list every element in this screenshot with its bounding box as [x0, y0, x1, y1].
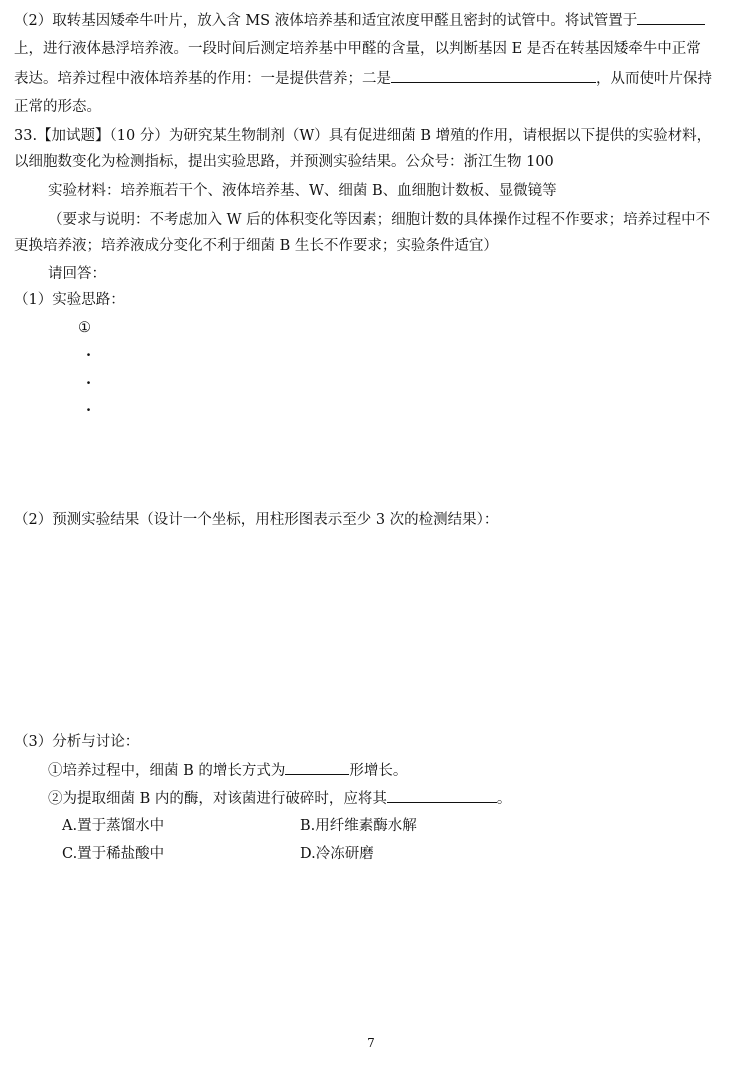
- p2-line-3-text: 表达。培养过程中液体培养基的作用：一是提供营养；二是: [14, 71, 391, 87]
- subquestion-1-label: （1）实验思路：: [14, 292, 125, 308]
- option-b[interactable]: B.用纤维素酶水解: [300, 818, 417, 834]
- requirements-line-2: 更换培养液；培养液成分变化不利于细菌 B 生长不作要求；实验条件适宜）: [14, 238, 498, 254]
- discussion-2-tail: 。: [496, 791, 512, 807]
- answer-prompt: 请回答：: [48, 266, 106, 282]
- p2-line-4: 正常的形态。: [14, 99, 101, 115]
- p2-line-1: [14, 10, 705, 31]
- option-a[interactable]: A.置于蒸馏水中: [62, 818, 165, 834]
- subquestion-3-label: （3）分析与讨论：: [14, 734, 140, 750]
- subquestion-2-label: （2）预测实验结果（设计一个坐标，用柱形图表示至少 3 次的检测结果）：: [14, 512, 499, 528]
- step-dot: ·: [86, 347, 92, 364]
- discussion-1: [48, 760, 407, 781]
- materials-line: 实验材料：培养瓶若干个、液体培养基、W、细菌 B、血细胞计数板、显微镜等: [48, 183, 557, 199]
- discussion-1-text: 培养过程中，细菌 B 的增长方式为: [62, 763, 286, 779]
- q33-line-1: 33.【加试题】（10 分）为研究某生物制剂（W）具有促进细菌 B 增殖的作用，请根据以下提供的实验材料，: [14, 128, 712, 144]
- step-dot: ·: [86, 402, 92, 419]
- p2-line-2: 上，进行液体悬浮培养液。一段时间后测定培养基中甲醛的含量，以判断基因 E 是否在转基因矮牵牛中正常: [14, 41, 701, 57]
- p2-line-3: [14, 68, 712, 89]
- discussion-1-tail: 形增长。: [349, 763, 408, 779]
- answer-blank[interactable]: [387, 788, 497, 803]
- step-1-marker: ①: [78, 320, 91, 336]
- option-c[interactable]: C.置于稀盐酸中: [62, 846, 165, 862]
- requirements-line-1: （要求与说明：不考虑加入 W 后的体积变化等因素；细胞计数的具体操作过程不作要求；培养过程中不: [48, 212, 711, 228]
- p2-line-3-tail: ，从而使叶片保持: [596, 71, 712, 87]
- q33-line-2: 以细胞数变化为检测指标，提出实验思路，并预测实验结果。公众号：浙江生物 100: [14, 154, 554, 170]
- page-number: 7: [367, 1036, 375, 1050]
- answer-blank[interactable]: [391, 68, 596, 83]
- discussion-2-text: 为提取细菌 B 内的酶，对该菌进行破碎时，应将其: [62, 791, 387, 807]
- answer-blank[interactable]: [637, 10, 705, 25]
- step-dot: ·: [86, 375, 92, 392]
- p2-line-1-text: （2）取转基因矮牵牛叶片，放入含 MS 液体培养基和适宜浓度甲醛且密封的试管中。将试管置于: [14, 13, 638, 29]
- discussion-2-marker: ②: [48, 791, 63, 807]
- discussion-1-marker: ①: [48, 763, 63, 779]
- discussion-2: [48, 788, 511, 809]
- option-d[interactable]: D.冷冻研磨: [300, 846, 374, 862]
- answer-blank[interactable]: [285, 760, 349, 775]
